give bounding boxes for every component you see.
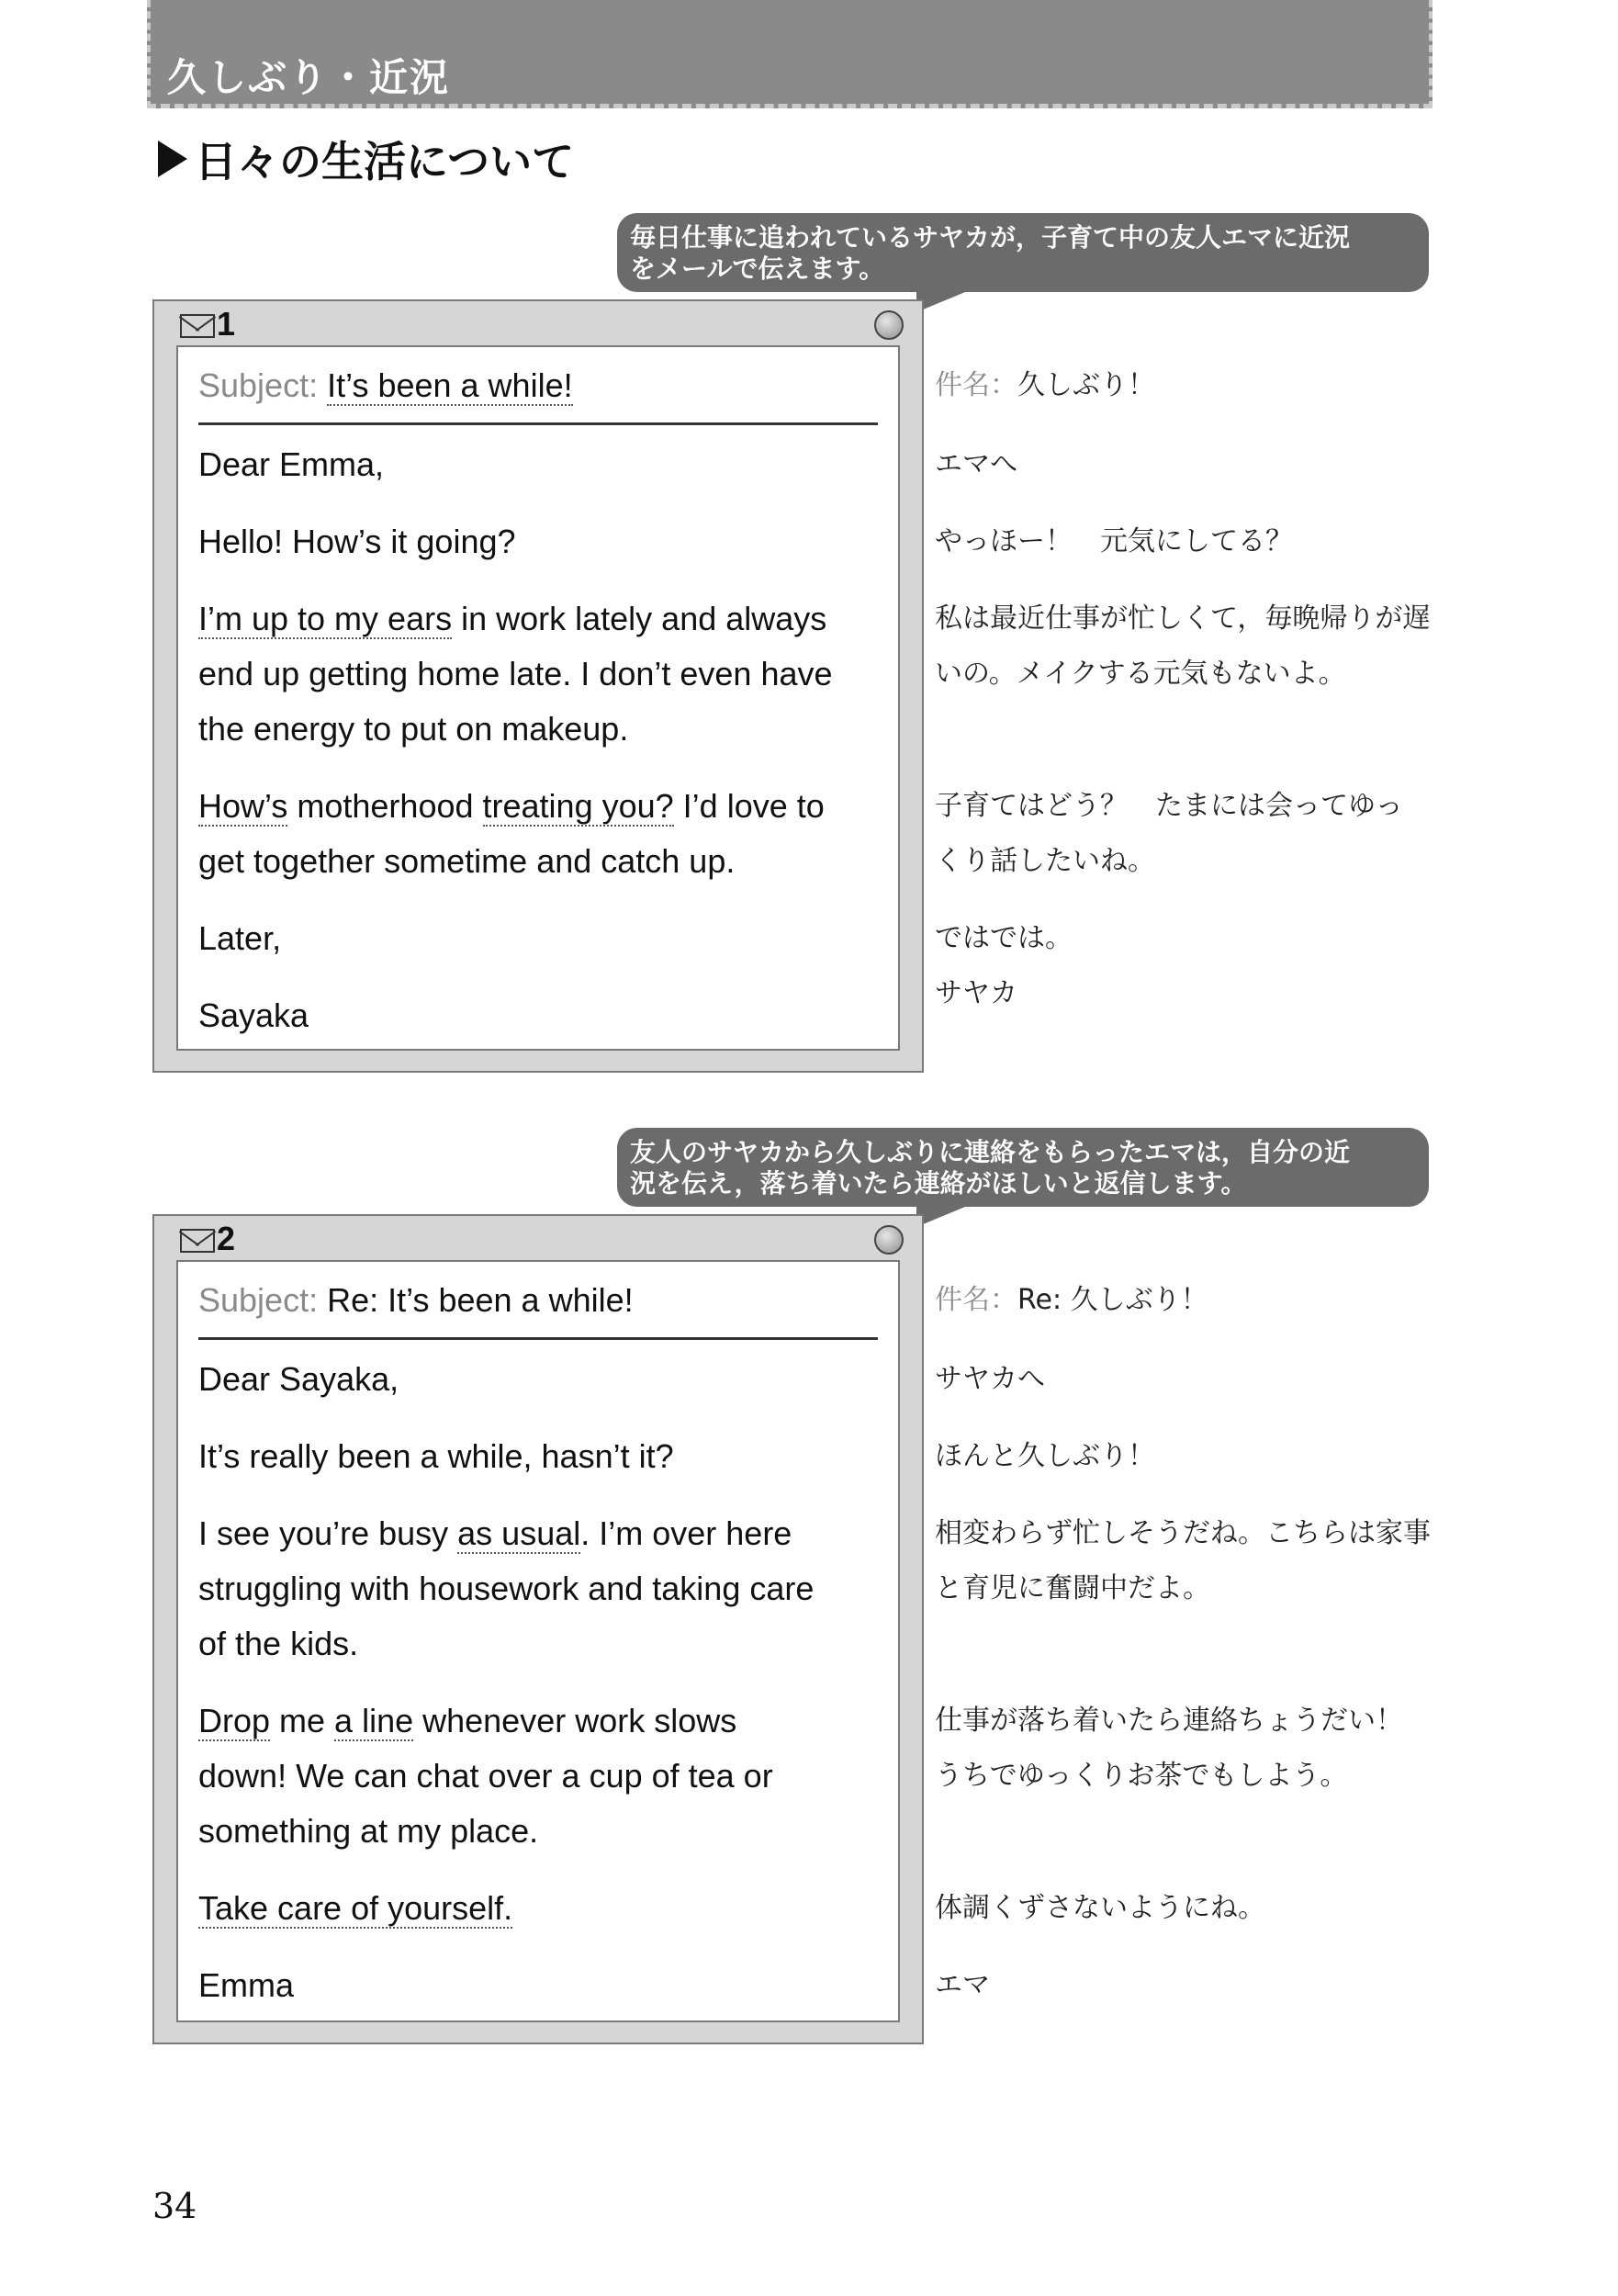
email1-signature: Sayaka bbox=[198, 996, 309, 1034]
email-titlebar bbox=[154, 301, 922, 345]
bubble-line: 毎日仕事に追われているサヤカが，子育て中の友人エマに近況 bbox=[630, 222, 1351, 253]
subject-text: It’s been a while! bbox=[327, 366, 573, 404]
envelope-icon bbox=[180, 314, 215, 338]
email1-hello: Hello! How’s it going? bbox=[198, 523, 516, 560]
email1-closing: Later, bbox=[198, 919, 282, 957]
email2-signature: Emma bbox=[198, 1966, 295, 2004]
phrase-underlined: Drop bbox=[198, 1702, 271, 1739]
section-title: 日々の生活について bbox=[195, 137, 575, 186]
bubble-line: をメールで伝えます。 bbox=[630, 253, 885, 284]
envelope-icon bbox=[180, 1229, 215, 1253]
phrase-underlined: treating you? bbox=[482, 787, 674, 825]
jp2-greeting: サヤカへ bbox=[935, 1363, 1045, 1395]
email2-p2-line3: something at my place. bbox=[198, 1812, 539, 1850]
chapter-title: 久しぶり・近況 bbox=[167, 55, 451, 100]
jp1-hello: やっほー！ 元気にしてる？ bbox=[935, 525, 1293, 557]
text-span: . I’m over here bbox=[580, 1514, 792, 1552]
text-span: I see you’re busy bbox=[198, 1514, 458, 1552]
text-span: I’d love to bbox=[673, 787, 825, 825]
jp1-subject bbox=[935, 358, 1155, 413]
subject-divider bbox=[198, 1337, 878, 1340]
email2-p2-line2: down! We can chat over a cup of tea or bbox=[198, 1757, 773, 1795]
jp2-p1-line1: 相変わらず忙しそうだね。こちらは家事 bbox=[935, 1517, 1431, 1549]
bubble-tail bbox=[916, 290, 970, 312]
jp-subject-text: Re: 久しぶり！ bbox=[1017, 1284, 1208, 1316]
email1-greeting: Dear Emma, bbox=[198, 445, 385, 483]
email2-closing bbox=[198, 1881, 512, 1936]
jp1-signature: サヤカ bbox=[935, 977, 1017, 1009]
bubble-line: 友人のサヤカから久しぶりに連絡をもらったエマは，自分の近 bbox=[630, 1137, 1351, 1167]
window-button-icon bbox=[874, 310, 904, 340]
text-span: me bbox=[270, 1702, 335, 1739]
email-number: 1 bbox=[217, 305, 236, 343]
jp2-signature: エマ bbox=[935, 1969, 990, 2001]
jp-subject-label: 件名： bbox=[935, 369, 1017, 401]
jp2-subject bbox=[935, 1273, 1208, 1328]
jp1-p2-line1: 子育てはどう？ たまには会ってゆっ bbox=[935, 790, 1403, 822]
jp-subject-label: 件名： bbox=[935, 1284, 1017, 1316]
subject-label: Subject: bbox=[198, 366, 319, 404]
context-bubble-1 bbox=[617, 213, 1429, 292]
triangle-bullet-icon bbox=[158, 141, 187, 177]
email2-p1-line3: of the kids. bbox=[198, 1625, 359, 1662]
email-titlebar bbox=[154, 1216, 922, 1260]
jp2-p1-line2: と育児に奮闘中だよ。 bbox=[935, 1572, 1210, 1604]
subject-divider bbox=[198, 422, 878, 425]
phrase-underlined: I’m up to my ears bbox=[198, 600, 453, 637]
jp-subject-text: 久しぶり！ bbox=[1017, 369, 1155, 401]
text-span: whenever work slows bbox=[413, 1702, 737, 1739]
email-number: 2 bbox=[217, 1220, 236, 1257]
email2-hello: It’s really been a while, hasn’t it? bbox=[198, 1437, 674, 1475]
jp1-p2-line2: くり話したいね。 bbox=[935, 845, 1155, 877]
phrase-underlined: Take care of yourself. bbox=[198, 1889, 513, 1927]
phrase-underlined: How’s bbox=[198, 787, 288, 825]
email1-p2-line2: get together sometime and catch up. bbox=[198, 842, 736, 880]
email2-p2-line1 bbox=[198, 1694, 736, 1749]
email1-p1-line3: the energy to put on makeup. bbox=[198, 710, 629, 748]
email2-p1-line1 bbox=[198, 1506, 792, 1561]
email1-subject bbox=[198, 358, 573, 413]
email1-p2-line1 bbox=[198, 779, 825, 834]
subject-label: Subject: bbox=[198, 1281, 319, 1319]
page-number: 34 bbox=[152, 2186, 197, 2226]
jp2-p2-line1: 仕事が落ち着いたら連絡ちょうだい！ bbox=[935, 1705, 1403, 1737]
email2-p1-line2: struggling with housework and taking care bbox=[198, 1570, 815, 1607]
jp1-p1-line1: 私は最近仕事が忙しくて，毎晩帰りが遅 bbox=[935, 602, 1431, 635]
context-bubble-2 bbox=[617, 1128, 1429, 1207]
text-span: motherhood bbox=[287, 787, 483, 825]
jp2-closing: 体調くずさないようにね。 bbox=[935, 1892, 1265, 1924]
email2-subject bbox=[198, 1273, 634, 1328]
jp1-closing: ではでは。 bbox=[935, 922, 1073, 954]
bubble-tail bbox=[916, 1205, 970, 1227]
chapter-band bbox=[147, 0, 1433, 108]
jp1-greeting: エマへ bbox=[935, 448, 1017, 480]
jp2-p2-line2: うちでゆっくりお茶でもしよう。 bbox=[935, 1760, 1348, 1792]
email1-p1-line1 bbox=[198, 591, 826, 647]
phrase-underlined: a line bbox=[334, 1702, 414, 1739]
phrase-underlined: as usual bbox=[457, 1514, 581, 1552]
jp2-hello: ほんと久しぶり！ bbox=[935, 1440, 1155, 1472]
email1-p1-line2: end up getting home late. I don’t even have bbox=[198, 655, 833, 692]
bubble-line: 況を伝え，落ち着いたら連絡がほしいと返信します。 bbox=[630, 1168, 1247, 1199]
email2-greeting: Dear Sayaka, bbox=[198, 1360, 399, 1398]
window-button-icon bbox=[874, 1225, 904, 1255]
section-heading bbox=[158, 129, 574, 189]
subject-text: Re: It’s been a while! bbox=[327, 1281, 634, 1319]
jp1-p1-line2: いの。メイクする元気もないよ。 bbox=[935, 658, 1346, 690]
text-span: in work lately and always bbox=[452, 600, 827, 637]
